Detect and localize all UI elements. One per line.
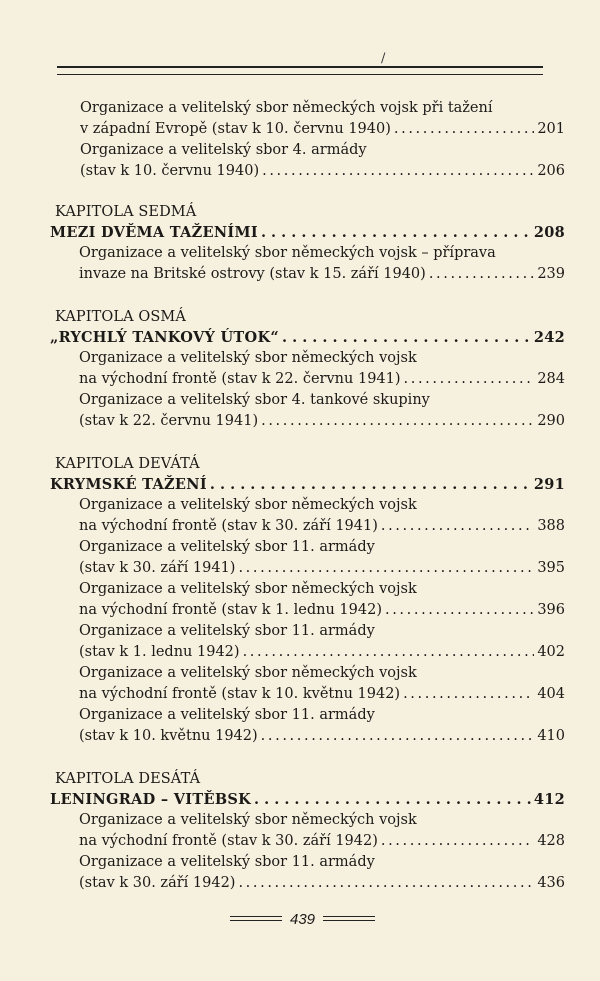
entry-last-line [80, 161, 565, 182]
page-number: 439 [289, 911, 316, 928]
entry-page-number: 404 [537, 686, 565, 702]
entry-title-line: na východní frontě (stav k 30. září 1942) [79, 833, 378, 849]
entry-title-line: Organizace a velitelský sbor 11. armády [79, 623, 375, 639]
chapter-title: KRYMSKÉ TAŽENÍ [50, 476, 207, 493]
chapter-title: LENINGRAD – VITĚBSK [50, 791, 252, 808]
dot-leader [238, 873, 534, 894]
chapter-section [50, 769, 565, 894]
entry-title-line: (stav k 30. září 1941) [79, 560, 236, 576]
toc-entry [79, 495, 565, 537]
dot-leader [261, 222, 531, 243]
entry-title-line: v západní Evropě (stav k 10. červnu 1940) [80, 121, 391, 137]
entry-last-line [79, 684, 565, 705]
entry-title-line: (stav k 22. červnu 1941) [79, 413, 259, 429]
entry-page-number: 239 [537, 266, 565, 282]
entry-last-line [79, 873, 565, 894]
entry-title-line: Organizace a velitelský sbor německých vojsk [79, 497, 417, 513]
chapter-label: KAPITOLA OSMÁ [55, 309, 186, 325]
entry-last-line [79, 369, 565, 390]
entry-title-line: (stav k 10. červnu 1940) [80, 163, 260, 179]
entry-title-line: (stav k 1. lednu 1942) [79, 644, 240, 660]
toc-entry [79, 243, 565, 285]
entry-page-number: 428 [537, 833, 565, 849]
entry-last-line [79, 726, 565, 747]
entry-title-line: (stav k 30. září 1942) [79, 875, 236, 891]
dot-leader [262, 161, 534, 182]
entry-page-number: 290 [537, 413, 565, 429]
entry-page-number: 402 [537, 644, 565, 660]
entry-page-number: 388 [537, 518, 565, 534]
entry-title-line: Organizace a velitelský sbor německých vojsk při tažení [80, 100, 493, 116]
chapter-label: KAPITOLA DEVÁTÁ [55, 456, 200, 472]
dot-leader [254, 789, 531, 810]
chapter-page-number: 208 [533, 224, 565, 241]
chapter-section [50, 454, 565, 747]
entry-title-line: Organizace a velitelský sbor německých vojsk [79, 581, 417, 597]
entry-title-line: na východní frontě (stav k 10. květnu 1942) [79, 686, 401, 702]
entry-page-number: 436 [537, 875, 565, 891]
chapter-title-line [50, 789, 565, 810]
entry-title-line: na východní frontě (stav k 22. červnu 1941) [79, 371, 401, 387]
dot-leader [381, 831, 534, 852]
pencil-mark: / [381, 51, 386, 66]
entry-last-line [79, 516, 565, 537]
chapter-page-number: 291 [533, 476, 565, 493]
table-of-contents [50, 98, 565, 894]
chapter-title: „RYCHLÝ TANKOVÝ ÚTOK“ [50, 329, 279, 346]
entry-title-line: (stav k 10. květnu 1942) [79, 728, 258, 744]
page-footer [230, 911, 375, 931]
dot-leader [210, 474, 531, 495]
entry-title-line: na východní frontě (stav k 1. lednu 1942) [79, 602, 382, 618]
chapter-title-line [50, 222, 565, 243]
entry-last-line [79, 264, 565, 285]
entry-last-line [79, 411, 565, 432]
entry-last-line [79, 558, 565, 579]
dot-leader [261, 726, 535, 747]
dot-leader [261, 411, 534, 432]
chapter-page-number: 242 [533, 329, 565, 346]
entry-title-line: Organizace a velitelský sbor 4. tankové skupiny [79, 392, 430, 408]
entry-last-line [79, 642, 565, 663]
entry-last-line [79, 600, 565, 621]
entry-title-line: Organizace a velitelský sbor německých vojsk – příprava [79, 245, 496, 261]
toc-entry [79, 621, 565, 663]
toc-entry [79, 537, 565, 579]
footer-rule-right [323, 916, 375, 921]
entry-title-line: invaze na Britské ostrovy (stav k 15. září 1940) [79, 266, 426, 282]
dot-leader [381, 516, 534, 537]
entry-title-line: Organizace a velitelský sbor 11. armády [79, 707, 375, 723]
toc-entry [80, 98, 565, 140]
entry-page-number: 284 [537, 371, 565, 387]
continued-entries [50, 98, 565, 182]
chapter-title-line [50, 327, 565, 348]
entry-title-line: Organizace a velitelský sbor německých vojsk [79, 350, 417, 366]
entry-page-number: 410 [537, 728, 565, 744]
toc-entry [79, 579, 565, 621]
entry-page-number: 206 [537, 163, 565, 179]
entry-title-line: Organizace a velitelský sbor 11. armády [79, 854, 375, 870]
chapter-label: KAPITOLA SEDMÁ [55, 204, 197, 220]
chapter-label: KAPITOLA DESÁTÁ [55, 771, 201, 787]
toc-entry [80, 140, 565, 182]
toc-entry [79, 390, 565, 432]
header-rule [57, 66, 543, 75]
dot-leader [404, 369, 535, 390]
chapter-section [50, 307, 565, 432]
entry-title-line: Organizace a velitelský sbor 4. armády [80, 142, 367, 158]
dot-leader [282, 327, 531, 348]
dot-leader [385, 600, 534, 621]
toc-entry [79, 663, 565, 705]
toc-entry [79, 852, 565, 894]
entry-last-line [80, 119, 565, 140]
entry-page-number: 395 [537, 560, 565, 576]
entry-title-line: na východní frontě (stav k 30. září 1941) [79, 518, 378, 534]
chapter-section [50, 202, 565, 285]
dot-leader [394, 119, 534, 140]
toc-entry [79, 348, 565, 390]
entry-title-line: Organizace a velitelský sbor německých vojsk [79, 812, 417, 828]
chapter-list [50, 202, 565, 894]
entry-last-line [79, 831, 565, 852]
entry-title-line: Organizace a velitelský sbor německých vojsk [79, 665, 417, 681]
toc-entry [79, 810, 565, 852]
chapter-title-line [50, 474, 565, 495]
dot-leader [238, 558, 534, 579]
dot-leader [429, 264, 535, 285]
entry-title-line: Organizace a velitelský sbor 11. armády [79, 539, 375, 555]
entry-page-number: 201 [537, 121, 565, 137]
dot-leader [403, 684, 534, 705]
chapter-page-number: 412 [533, 791, 565, 808]
toc-entry [79, 705, 565, 747]
entry-page-number: 396 [537, 602, 565, 618]
dot-leader [243, 642, 535, 663]
chapter-title: MEZI DVĚMA TAŽENÍMI [50, 224, 258, 241]
